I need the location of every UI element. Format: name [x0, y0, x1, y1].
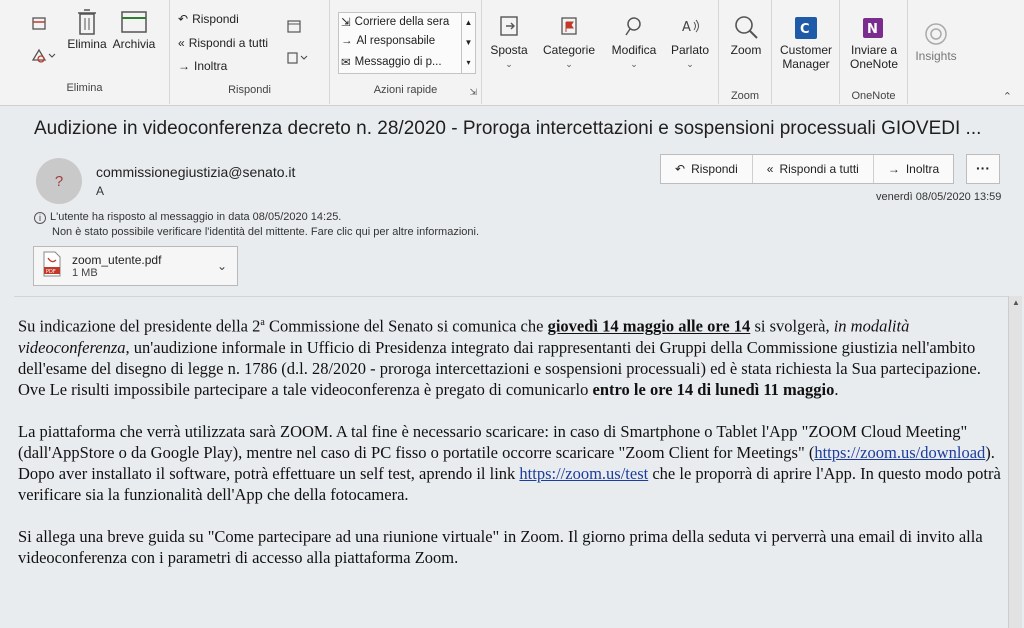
group-elimina	[0, 0, 170, 104]
message-actions	[660, 154, 954, 184]
search-doc-icon	[606, 14, 662, 40]
forward-action-button[interactable]: → Inoltra	[887, 162, 940, 176]
reply-all-action-button[interactable]: « Rispondi a tutti	[753, 155, 874, 183]
customer-manager-icon	[776, 14, 836, 40]
group-label-onenote: OneNote	[851, 90, 896, 102]
arrow-right-icon: →	[341, 35, 353, 47]
trash-icon	[64, 8, 110, 34]
reply-icon: ↶	[178, 12, 189, 26]
reply-action-button[interactable]: ↶ Rispondi	[661, 155, 753, 183]
flag-icon	[540, 14, 598, 40]
group-rispondi	[170, 0, 330, 104]
group-label-azioni: Azioni rapide	[373, 84, 438, 96]
insights-button[interactable]: Insights	[910, 20, 962, 63]
info-icon: i	[34, 212, 46, 224]
reply-all-icon: «	[766, 162, 774, 176]
reply-all-icon: «	[178, 36, 185, 50]
reply-icon: ↶	[675, 162, 686, 176]
categorize-button[interactable]: Categorie ⌄	[540, 14, 598, 71]
group-customer-manager	[772, 0, 840, 104]
forward-icon: →	[178, 59, 190, 73]
archive-icon	[110, 8, 158, 34]
quick-steps-gallery	[338, 12, 476, 74]
speech-button[interactable]: A Parlato ⌄	[666, 14, 714, 71]
received-date: venerdì 08/05/2020 13:59	[876, 191, 1002, 203]
attachment[interactable]	[33, 246, 238, 286]
group-onenote	[840, 0, 908, 104]
body-paragraph-2: La piattaforma che verrà utilizzata sarà ZOOM. A tal fine è necessario scaricare: in caso di Smartphone o Tablet l'App "ZOOM Cloud Meeting" (dall'AppStore o da Google Play), mentre nel caso di PC fisso o portatile occorre scaricare "Zoom Client for Meetings" (https://zoom.us/download). Dopo aver installato il software, potrà effettuare un self test, aprendo il link https://zoom.us/test che le proporrà di aprire l'App. In questo modo potrà verificare sia la funzionalità dell'App che della fotocamera.	[18, 421, 1001, 504]
svg-text:PDF: PDF	[46, 268, 56, 275]
insights-icon	[910, 20, 962, 46]
body-paragraph-3: Si allega una breve guida su "Come partecipare ad una riunione virtuale" in Zoom. Il giorno prima della seduta vi perverrà una email di invito alla videoconferenza con i parametri di accesso alla piattaforma Zoom.	[18, 526, 983, 567]
forward-icon: →	[887, 162, 900, 176]
more-actions-button[interactable]: ···	[966, 154, 1000, 184]
sender-verification-note[interactable]: Non è stato possibile verificare l'identità del mittente. Fare clic qui per altre informazioni.	[52, 226, 480, 238]
email-subject: Audizione in videoconferenza decreto n. 28/2020 - Proroga intercettazioni e sospensioni processuali GIOVEDI ...	[34, 118, 982, 139]
chevron-down-icon[interactable]: ⌄	[216, 259, 227, 273]
group-zoom	[718, 0, 772, 104]
magnifier-icon	[723, 14, 769, 40]
reply-button[interactable]: ↶ Rispondi	[178, 12, 239, 26]
archive-button[interactable]: Archivia	[110, 8, 158, 51]
customer-manager-button[interactable]: C Customer Manager	[776, 14, 836, 71]
move-button[interactable]: Sposta ⌄	[486, 14, 532, 71]
onenote-icon	[844, 14, 904, 40]
forward-button[interactable]: → Inoltra	[178, 59, 228, 73]
edit-button[interactable]: Modifica ⌄	[606, 14, 662, 71]
svg-text:A: A	[682, 20, 691, 35]
zoom-test-link[interactable]: https://zoom.us/test	[519, 463, 649, 483]
envelope-icon: ✉	[341, 57, 351, 69]
ribbon	[0, 0, 1024, 106]
chevron-down-icon: ⌄	[565, 59, 573, 69]
to-label: A	[96, 184, 105, 198]
info-bar[interactable]: i L'utente ha risposto al messaggio in data 08/05/2020 14:25. Non è stato possibile verificare l'identità del mittente. Fare clic qui per altre informazioni.	[34, 210, 479, 240]
attachment-size: 1 MB	[72, 267, 98, 279]
chevron-down-icon: ⌄	[686, 59, 694, 69]
read-aloud-icon	[666, 14, 714, 40]
zoom-download-link[interactable]: https://zoom.us/download	[814, 442, 986, 462]
avatar: ?	[36, 158, 82, 204]
send-to-onenote-button[interactable]: N Inviare a OneNote	[844, 14, 904, 71]
group-label-rispondi: Rispondi	[228, 84, 271, 96]
more-respond-icon[interactable]	[286, 50, 310, 66]
zoom-button[interactable]: Zoom	[723, 14, 769, 57]
gallery-scroll[interactable]: ▲ ▼ ▾	[461, 13, 475, 73]
group-label-zoom: Zoom	[730, 90, 760, 102]
svg-text:C: C	[800, 22, 810, 37]
group-label-elimina: Elimina	[66, 82, 103, 94]
scroll-up-icon[interactable]: ▲	[1012, 298, 1020, 307]
chevron-down-icon: ⌄	[630, 59, 638, 69]
ignore-icon[interactable]	[30, 14, 48, 32]
message-body	[18, 312, 1002, 589]
chevron-down-icon: ⌄	[505, 59, 513, 69]
sender-address[interactable]: commissionegiustizia@senato.it	[96, 164, 296, 180]
quick-step-2[interactable]: ✉ Messaggio di p...	[341, 56, 442, 69]
pdf-file-icon	[42, 250, 62, 283]
vertical-scrollbar[interactable]	[1008, 296, 1022, 628]
delete-button[interactable]: Elimina	[64, 8, 110, 51]
quick-step-1[interactable]: → Al responsabile	[341, 35, 436, 47]
group-azioni-rapide	[330, 0, 482, 104]
attachment-name: zoom_utente.pdf	[72, 253, 162, 267]
reply-all-button[interactable]: « Rispondi a tutti	[178, 36, 269, 50]
cleanup-icon[interactable]	[30, 46, 56, 64]
svg-text:N: N	[867, 22, 878, 37]
header-divider	[14, 296, 1008, 297]
move-icon	[486, 14, 532, 40]
collapse-ribbon-icon[interactable]: ⌃	[1002, 91, 1012, 103]
dialog-launcher-icon[interactable]: ⇲	[469, 87, 477, 97]
folder-move-icon: ⇲	[341, 17, 351, 29]
quick-step-0[interactable]: ⇲ Corriere della sera	[341, 16, 450, 29]
body-paragraph-1: Su indicazione del presidente della 2$^a$ Commissione del Senato si comunica che giovedì 14 maggio alle ore 14 si svolgerà, in modalità videoconferenza, un'audizione informale in Ufficio di Presidenza integrato dai rappresentanti dei Gruppi della Commissione giustizia nell'ambito dell'esame del disegno di legge n. 1786 (d.l. 28/2020 - proroga intercettazioni e sospensioni processuali) ed è stata richiesta la Sua partecipazione. Ove Le risulti impossibile partecipare a tale videoconferenza è pregato di comunicarlo entro le ore 14 di lunedì 11 maggio.	[18, 316, 981, 399]
meeting-icon[interactable]	[286, 18, 302, 34]
